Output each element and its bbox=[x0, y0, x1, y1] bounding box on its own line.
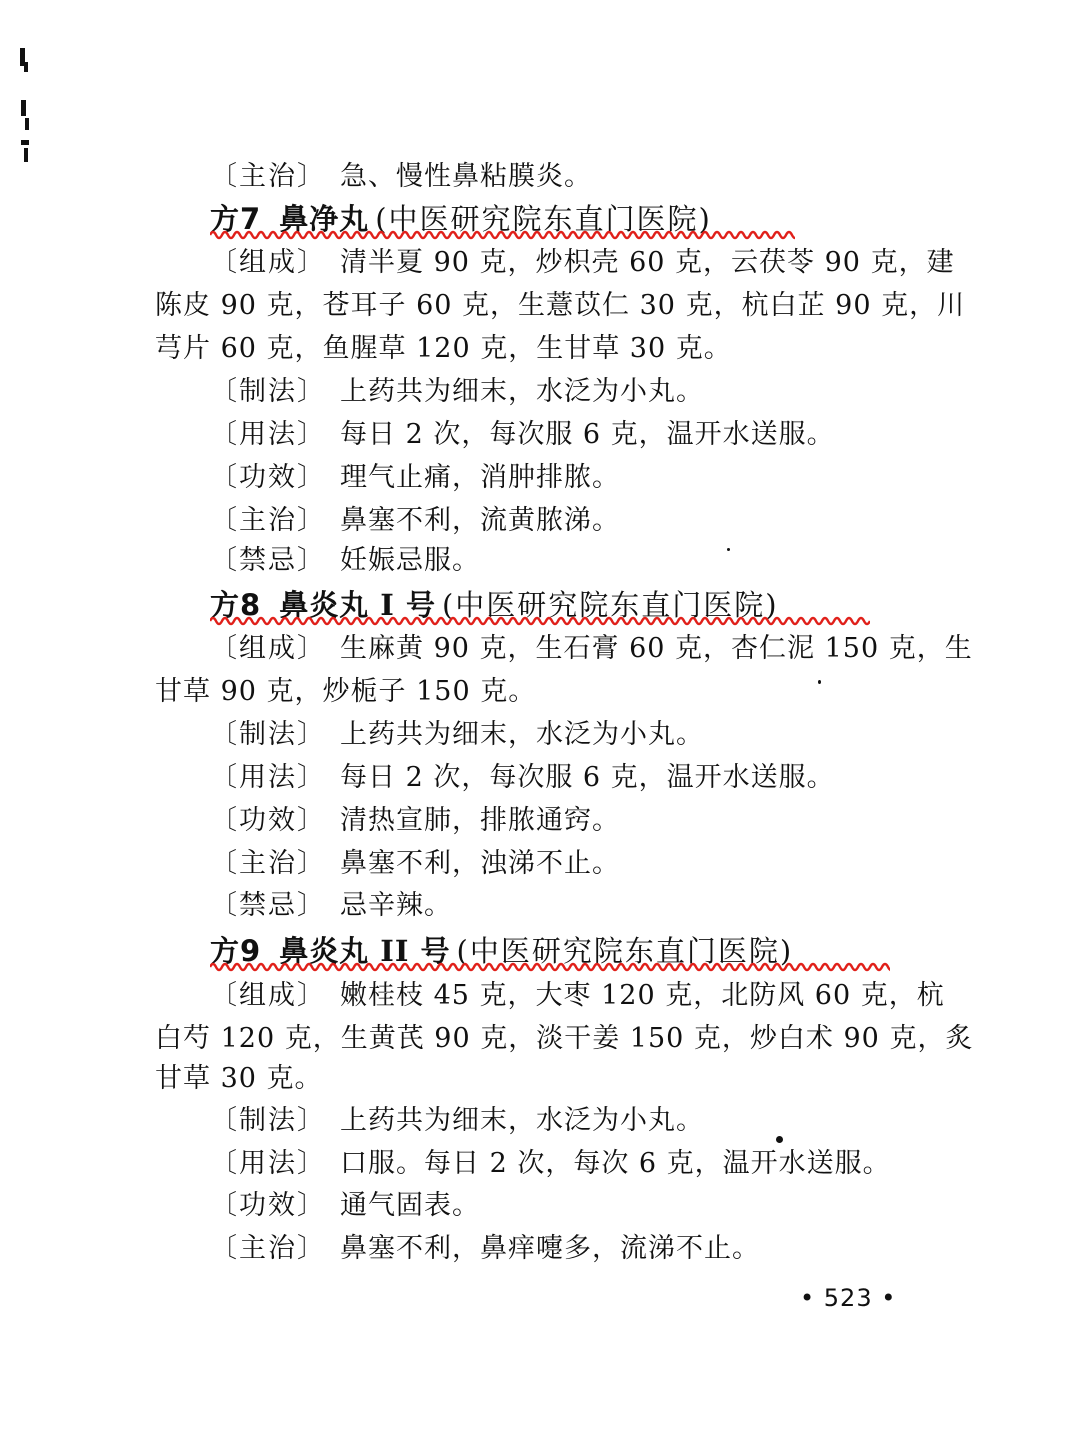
margin-scan-mark bbox=[18, 40, 32, 170]
yongfa-text: 每日 2 次，每次服 6 克，温开水送服。 bbox=[340, 762, 835, 793]
ink-speck bbox=[818, 680, 821, 684]
zhifa-label: 〔制法〕 bbox=[210, 376, 326, 407]
prev-zhuzhi-line bbox=[210, 156, 955, 198]
zhuzhi-label: 〔主治〕 bbox=[210, 1233, 326, 1264]
formula9-zucheng-line-2: 白芍 120 克，生黄芪 90 克，淡干姜 150 克，炒白术 90 克，炙 bbox=[155, 1023, 974, 1054]
formula8-source: (中医研究院东直门医院) bbox=[441, 588, 779, 622]
zucheng-label: 〔组成〕 bbox=[210, 980, 326, 1011]
formula9-name: 鼻炎丸 II 号 bbox=[279, 934, 451, 968]
zhifa-text: 上药共为细末，水泛为小丸。 bbox=[340, 719, 704, 750]
formula8-zucheng-line-1 bbox=[210, 628, 973, 670]
formula7-red-underline bbox=[210, 228, 795, 242]
formula7-yongfa bbox=[210, 414, 955, 456]
yongfa-label: 〔用法〕 bbox=[210, 1148, 326, 1179]
formula8-gongxiao bbox=[210, 800, 955, 842]
jinji-text: 妊娠忌服。 bbox=[340, 545, 480, 576]
zhifa-text: 上药共为细末，水泛为小丸。 bbox=[340, 376, 704, 407]
formula7-zucheng-line-2: 陈皮 90 克，苍耳子 60 克，生薏苡仁 30 克，杭白芷 90 克，川 bbox=[155, 290, 966, 321]
formula9-zucheng-line-1 bbox=[210, 975, 955, 1017]
zhifa-label: 〔制法〕 bbox=[210, 719, 326, 750]
zhuzhi-label: 〔主治〕 bbox=[210, 848, 326, 879]
formula7-zucheng-line-1 bbox=[210, 242, 955, 284]
zhifa-label: 〔制法〕 bbox=[210, 1105, 326, 1136]
yongfa-label: 〔用法〕 bbox=[210, 419, 326, 450]
formula8-name: 鼻炎丸 I 号 bbox=[279, 588, 436, 622]
jinji-text: 忌辛辣。 bbox=[340, 890, 452, 921]
zhuzhi-label: 〔主治〕 bbox=[210, 505, 326, 536]
formula8-yongfa bbox=[210, 757, 955, 799]
gongxiao-label: 〔功效〕 bbox=[210, 805, 326, 836]
formula8-zhuzhi bbox=[210, 843, 955, 885]
gongxiao-label: 〔功效〕 bbox=[210, 462, 326, 493]
gongxiao-text: 通气固表。 bbox=[340, 1190, 480, 1221]
yongfa-text: 每日 2 次，每次服 6 克，温开水送服。 bbox=[340, 419, 835, 450]
zhuzhi-text: 鼻塞不利，流黄脓涕。 bbox=[340, 505, 620, 536]
formula9-zhifa bbox=[210, 1100, 955, 1142]
formula7-zucheng-line-3: 芎片 60 克，鱼腥草 120 克，生甘草 30 克。 bbox=[155, 333, 732, 364]
formula8-red-underline bbox=[210, 614, 870, 628]
yongfa-text: 口服。每日 2 次，每次 6 克，温开水送服。 bbox=[340, 1148, 891, 1179]
formula9-red-underline bbox=[210, 960, 890, 974]
formula9-number: 方9 bbox=[210, 934, 262, 968]
zhuzhi-label: 〔主治〕 bbox=[210, 161, 326, 192]
jinji-label: 〔禁忌〕 bbox=[210, 890, 326, 921]
formula7-jinji bbox=[210, 540, 955, 582]
zhuzhi-text: 急、慢性鼻粘膜炎。 bbox=[340, 161, 592, 192]
formula8-zhifa bbox=[210, 714, 955, 756]
zhifa-text: 上药共为细末，水泛为小丸。 bbox=[340, 1105, 704, 1136]
gongxiao-text: 清热宣肺，排脓通窍。 bbox=[340, 805, 620, 836]
formula9-zhuzhi bbox=[210, 1228, 955, 1270]
ink-speck bbox=[776, 1136, 783, 1143]
formula7-zhuzhi bbox=[210, 500, 955, 542]
formula7-number: 方7 bbox=[210, 202, 262, 236]
page-number: • 523 • bbox=[800, 1284, 897, 1312]
formula9-gongxiao bbox=[210, 1185, 955, 1227]
zucheng-text: 清半夏 90 克，炒枳壳 60 克，云茯苓 90 克，建 bbox=[340, 247, 955, 278]
jinji-label: 〔禁忌〕 bbox=[210, 545, 326, 576]
zhuzhi-text: 鼻塞不利，鼻痒嚏多，流涕不止。 bbox=[340, 1233, 760, 1264]
gongxiao-label: 〔功效〕 bbox=[210, 1190, 326, 1221]
formula7-zhifa bbox=[210, 371, 955, 413]
zucheng-label: 〔组成〕 bbox=[210, 247, 326, 278]
zucheng-text: 生麻黄 90 克，生石膏 60 克，杏仁泥 150 克，生 bbox=[340, 633, 973, 664]
formula8-jinji bbox=[210, 885, 955, 927]
formula7-gongxiao bbox=[210, 457, 955, 499]
formula9-yongfa bbox=[210, 1143, 955, 1185]
formula7-name: 鼻净丸 bbox=[279, 202, 370, 236]
formula8-number: 方8 bbox=[210, 588, 262, 622]
formula9-zucheng-line-3: 甘草 30 克。 bbox=[155, 1063, 323, 1094]
ink-speck bbox=[727, 548, 730, 551]
formula8-zucheng-line-2: 甘草 90 克，炒栀子 150 克。 bbox=[155, 676, 537, 707]
zhuzhi-text: 鼻塞不利，浊涕不止。 bbox=[340, 848, 620, 879]
gongxiao-text: 理气止痛，消肿排脓。 bbox=[340, 462, 620, 493]
formula7-source: (中医研究院东直门医院) bbox=[375, 202, 712, 236]
zucheng-label: 〔组成〕 bbox=[210, 633, 326, 664]
zucheng-text: 嫩桂枝 45 克，大枣 120 克，北防风 60 克，杭 bbox=[340, 980, 945, 1011]
formula9-source: (中医研究院东直门医院) bbox=[456, 934, 794, 968]
yongfa-label: 〔用法〕 bbox=[210, 762, 326, 793]
